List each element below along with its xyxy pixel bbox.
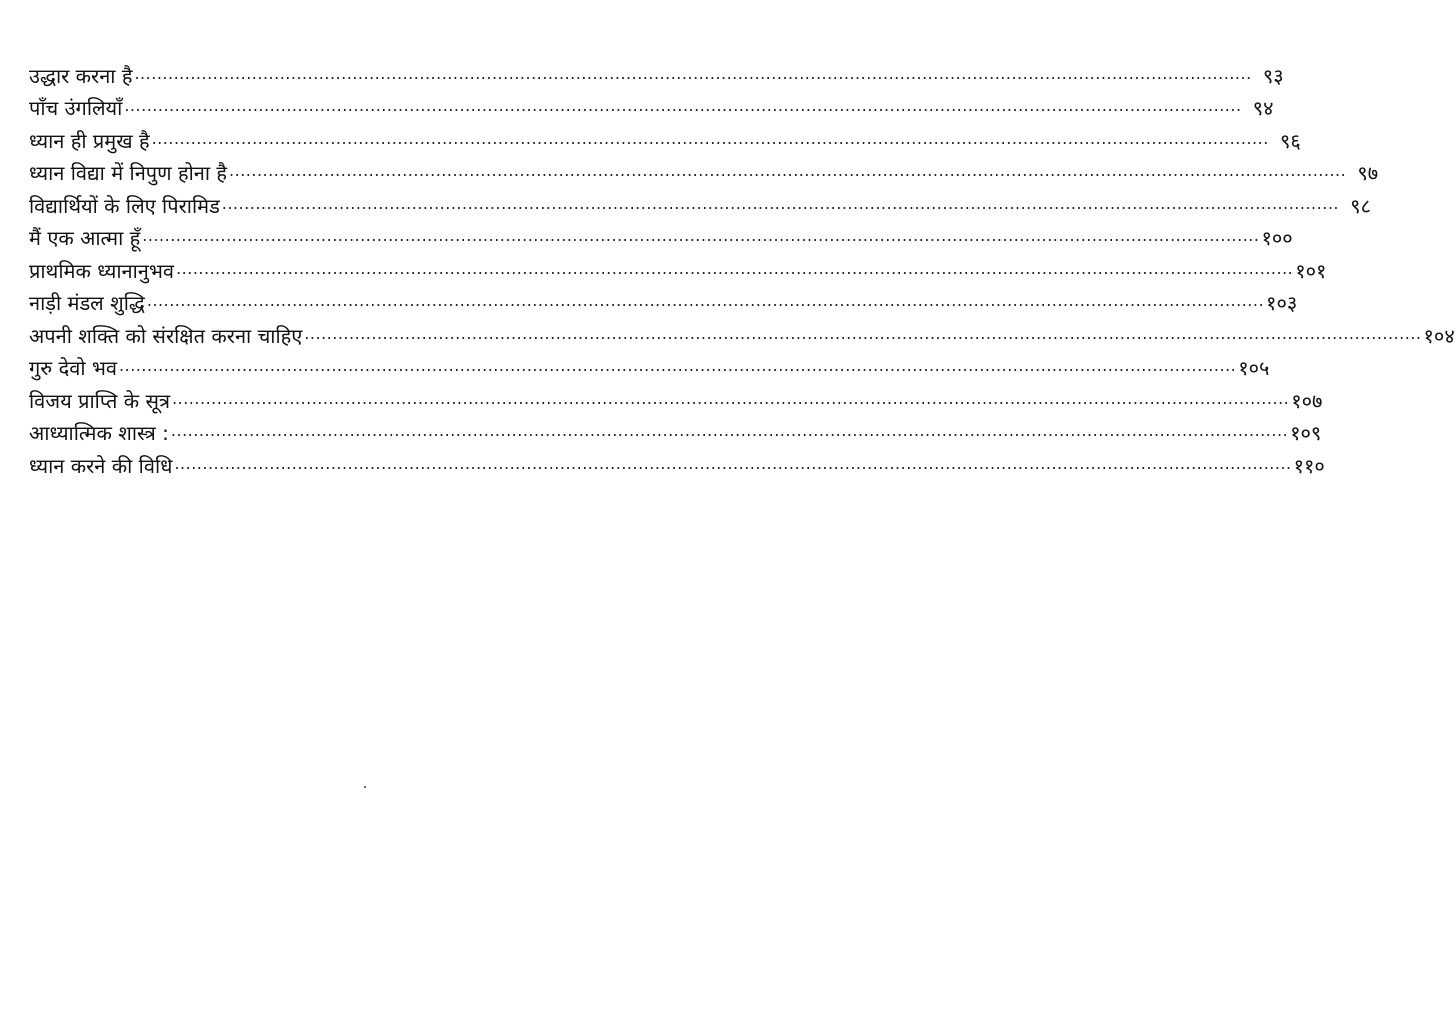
dot-leader: ........................................................................................................................................................................................................ [174,453,1292,473]
toc-entry[interactable] [29,378,1323,413]
toc-entry-page: १०० [1261,226,1293,250]
toc-entry-title: ध्यान विद्या में निपुण होना है [29,161,228,185]
dot-leader: ........................................................................................................................................................................................................ [146,291,1265,310]
toc-entry[interactable] [29,118,1301,153]
toc-entry-page: १०१ [1295,258,1327,283]
toc-entry-page: १०३ [1266,291,1298,315]
dot-leader: ........................................................................................................................................................................................................ [229,161,1347,180]
toc-entry-title: ध्यान ही प्रमुख है [29,128,150,153]
toc-entry-title: नाड़ी मंडल शुद्धि [29,291,145,315]
dot-leader: ........................................................................................................................................................................................................ [142,226,1260,245]
toc-entry-title: मैं एक आत्मा हूँ [29,226,141,250]
toc-entry[interactable] [29,86,1274,120]
toc-entry-title: आध्यात्मिक शास्त्र : [29,421,169,445]
dot-leader: ........................................................................................................................................................................................................ [170,421,1289,440]
toc-entry-page: ९७ [1357,161,1379,185]
toc-entry-page: १०४ [1423,323,1455,348]
toc-entry-page: १०५ [1238,356,1270,380]
toc-entry-page: ९४ [1252,96,1274,120]
toc-entry[interactable] [29,443,1325,478]
dot-leader: ........................................................................................................................................................................................................ [151,128,1269,148]
toc-entry-title: उद्धार करना है [29,63,133,88]
toc-entry-title: अपनी शक्ति को संरक्षित करना चाहिए [29,323,303,348]
dot-leader: ........................................................................................................................................................................................................ [134,63,1252,83]
toc-entry[interactable] [29,216,1293,250]
dot-leader: ........................................................................................................................................................................................................ [221,193,1339,213]
toc-entry-page: १०९ [1290,421,1322,445]
table-of-contents [29,53,1455,478]
dot-leader: ........................................................................................................................................................................................................ [172,388,1290,408]
toc-entry[interactable] [29,151,1379,185]
toc-entry-page: ९३ [1262,63,1284,88]
toc-entry[interactable] [29,313,1455,348]
dot-leader: ........................................................................................................................................................................................................ [176,258,1294,278]
toc-entry-page: ९८ [1350,193,1371,218]
toc-entry[interactable] [29,248,1327,283]
toc-entry[interactable] [29,411,1322,445]
toc-entry-page: १०७ [1291,388,1323,413]
dot-leader: ........................................................................................................................................................................................................ [124,96,1242,115]
dot-leader: ........................................................................................................................................................................................................ [119,356,1237,375]
toc-entry-page: ११० [1293,453,1325,478]
toc-entry-title: गुरु देवो भव [29,356,118,380]
toc-entry[interactable] [29,346,1270,380]
dot-leader: ........................................................................................................................................................................................................ [304,323,1422,343]
stray-dot [364,786,366,788]
toc-entry-title: प्राथमिक ध्यानानुभव [29,258,175,283]
toc-entry[interactable] [29,183,1371,218]
toc-entry-title: ध्यान करने की विधि [29,453,173,478]
toc-entry-page: ९६ [1279,128,1301,153]
toc-entry[interactable] [29,281,1298,315]
toc-entry-title: विजय प्राप्ति के सूत्र [29,388,171,413]
toc-entry[interactable] [29,53,1284,88]
toc-entry-title: विद्यार्थियों के लिए पिरामिड [29,193,220,218]
toc-entry-title: पाँच उंगलियाँ [29,96,123,120]
